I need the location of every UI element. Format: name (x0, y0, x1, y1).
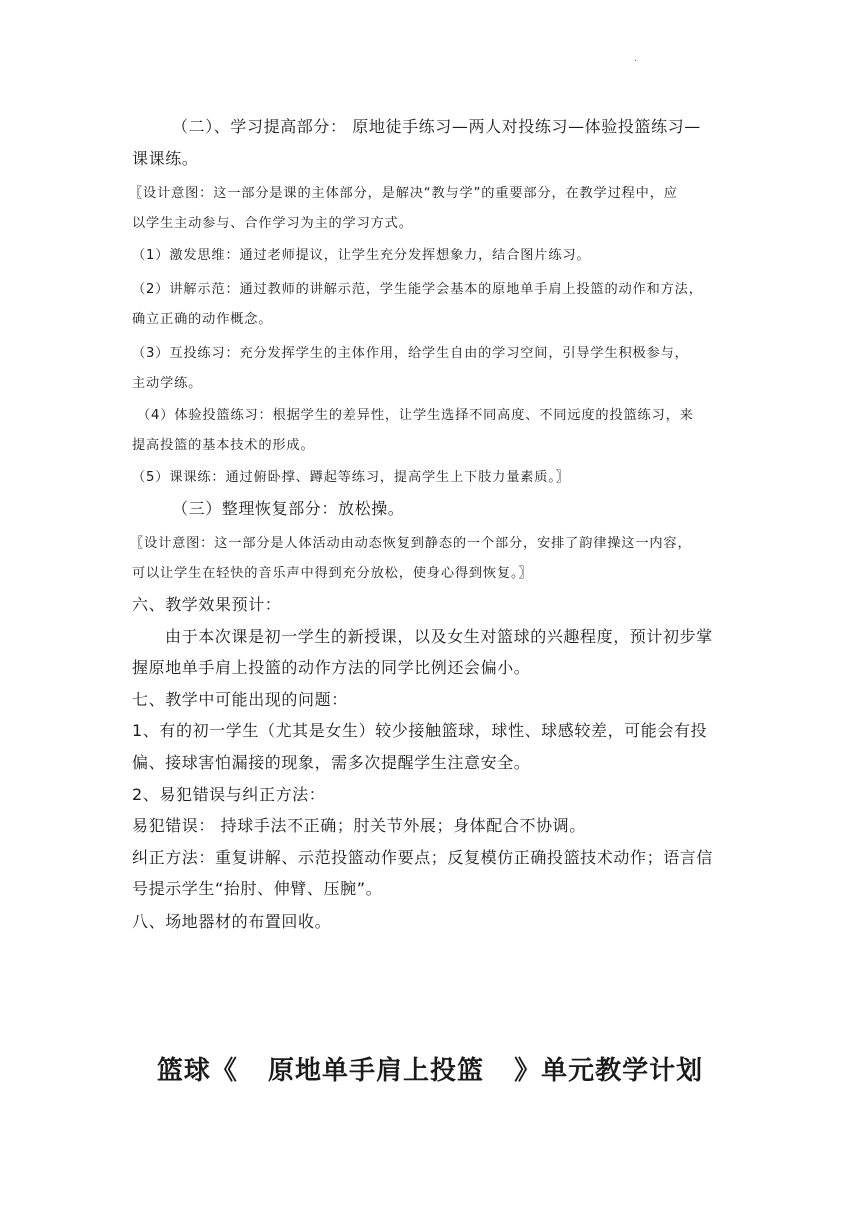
design-intent-2: 〖设计意图：这一部分是人体活动由动态恢复到静态的一个部分，安排了韵律操这一内容， (130, 536, 692, 551)
problem-1-cont: 偏、接球害怕漏接的现象，需多次提醒学生注意安全。 (132, 753, 531, 772)
design-intent-1-cont: 以学生主动参与、合作学习为主的学习方式。 (132, 216, 413, 231)
design-intent-2-cont: 可以让学生在轻快的音乐声中得到充分放松，使身心得到恢复。〗 (132, 566, 533, 581)
heading-eight: 八、场地器材的布置回收。 (132, 912, 332, 931)
corner-mark: · (634, 56, 638, 67)
item-5: （5）课课练：通过俯卧撑、蹲起等练习，提高学生上下肢力量素质。〗 (132, 470, 570, 485)
item-4-cont: 提高投篮的基本技术的形成。 (132, 438, 315, 453)
item-3-cont: 主动学练。 (132, 376, 203, 391)
unit-plan-title: 篮球《 原地单手肩上投篮 》单元教学计划 (156, 1056, 704, 1086)
correction-methods-cont: 号提示学生“抬肘、伸臂、压腕”。 (132, 879, 383, 898)
effect-paragraph-cont: 握原地单手肩上投篮的动作方法的同学比例还会偏小。 (132, 658, 531, 677)
design-intent-1: 〖设计意图：这一部分是课的主体部分，是解决“教与学”的重要部分，在教学过程中，应 (129, 186, 678, 201)
item-1: （1）激发思维：通过老师提议，让学生充分发挥想象力，结合图片练习。 (132, 248, 591, 263)
heading-six: 六、教学效果预计： (132, 595, 282, 614)
section-two-heading-cont: 课课练。 (132, 149, 199, 168)
correction-methods: 纠正方法：重复讲解、示范投篮动作要点；反复模仿正确投篮技术动作；语言信 (132, 848, 714, 867)
section-three-heading: （三）整理恢复部分：放松操。 (172, 499, 405, 518)
problem-2: 2、易犯错误与纠正方法： (132, 785, 326, 804)
item-3: （3）互投练习：充分发挥学生的主体作用，给学生自由的学习空间，引导学生积极参与， (132, 346, 689, 361)
item-2: （2）讲解示范：通过教师的讲解示范，学生能学会基本的原地单手肩上投篮的动作和方法， (132, 282, 703, 297)
problem-1: 1、有的初一学生（尤其是女生）较少接触篮球，球性、球感较差，可能会有投 (132, 721, 708, 740)
item-2-cont: 确立正确的动作概念。 (132, 312, 273, 327)
section-two-heading: （二）、学习提高部分： 原地徒手练习—两人对投练习—体验投篮练习— (172, 117, 701, 136)
item-4: （4）体验投篮练习：根据学生的差异性，让学生选择不同高度、不同远度的投篮练习，来 (137, 408, 694, 423)
effect-paragraph: 由于本次课是初一学生的新授课，以及女生对篮球的兴趣程度，预计初步掌 (165, 627, 713, 646)
common-errors: 易犯错误： 持球手法不正确；肘关节外展；身体配合不协调。 (132, 816, 586, 835)
heading-seven: 七、教学中可能出现的问题： (132, 690, 348, 709)
